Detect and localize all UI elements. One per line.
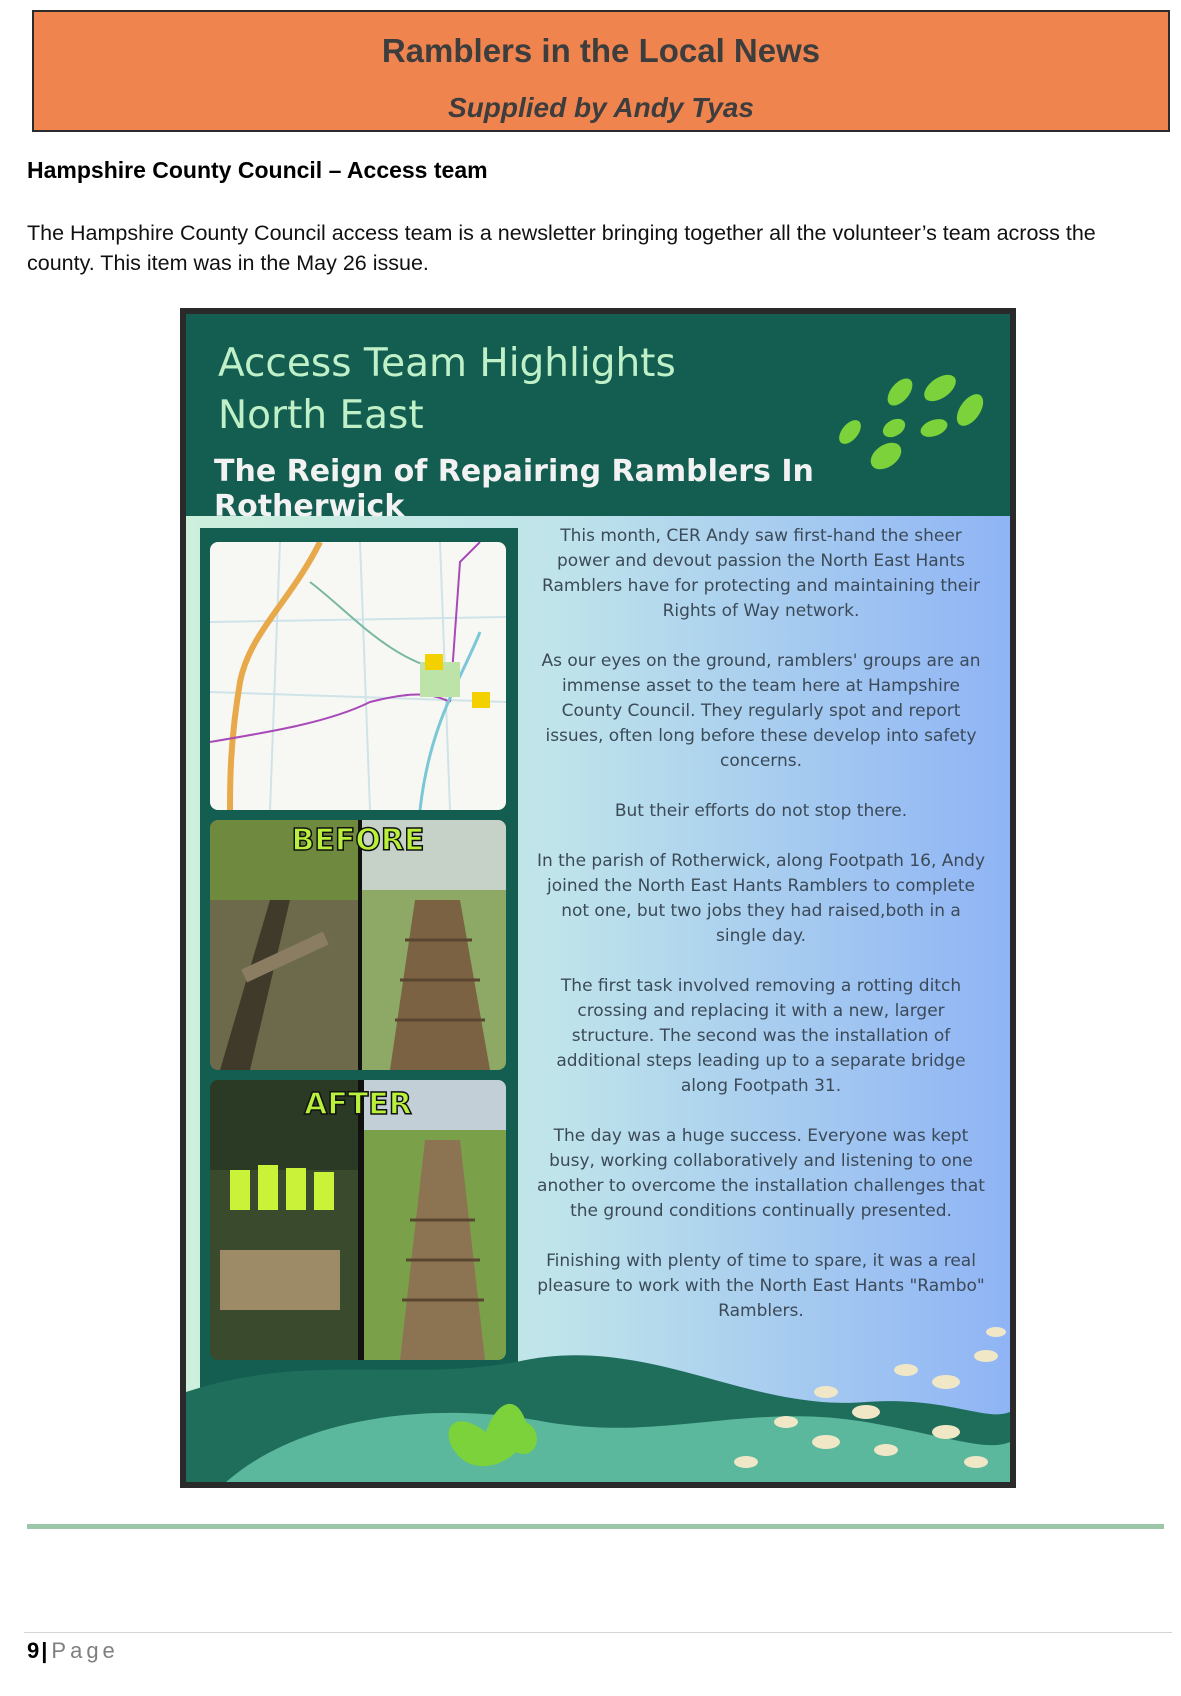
poster-paragraph: The day was a huge success. Everyone was kept busy, working collaboratively and listening to one another to overcome the installation challenges that the ground conditions continually presented. bbox=[537, 1126, 985, 1221]
before-label: BEFORE bbox=[291, 823, 425, 858]
footer-border bbox=[24, 1632, 1172, 1633]
page-word: Page bbox=[51, 1638, 119, 1663]
poster-title bbox=[218, 338, 676, 442]
poster-title-line1: Access Team Highlights bbox=[218, 341, 676, 386]
page-footer bbox=[27, 1638, 119, 1664]
poster-paragraph: But their efforts do not stop there. bbox=[614, 801, 908, 821]
poster-headline: The Reign of Repairing Ramblers In Rotherwick bbox=[214, 454, 814, 524]
route-map bbox=[210, 542, 506, 810]
poster-header bbox=[186, 314, 1010, 524]
divider-rule bbox=[27, 1524, 1164, 1529]
poster-paragraph: As our eyes on the ground, ramblers' groups are an immense asset to the team here at Hampshire County Council. They regularly spot and report issues, often long before these develop into safety concerns. bbox=[541, 651, 981, 771]
poster-paragraph: This month, CER Andy saw first-hand the sheer power and devout passion the North East Hants Ramblers have for protecting and maintaining their Rights of Way network. bbox=[542, 526, 980, 621]
section-heading: Hampshire County Council – Access team bbox=[27, 157, 488, 183]
banner-subtitle: Supplied by Andy Tyas bbox=[448, 92, 754, 123]
poster-paragraph: In the parish of Rotherwick, along Footpath 16, Andy joined the North East Hants Ramblers to complete not one, but two jobs they had raised,both in a single day. bbox=[536, 851, 986, 946]
banner-title: Ramblers in the Local News bbox=[381, 32, 821, 69]
newsletter-poster bbox=[180, 308, 1016, 1488]
after-label: AFTER bbox=[304, 1087, 412, 1122]
title-banner bbox=[32, 10, 1170, 132]
decorative-ground bbox=[186, 1312, 1010, 1482]
page-number: 9 bbox=[27, 1638, 40, 1663]
footer-separator: | bbox=[41, 1638, 48, 1663]
poster-paragraph: The first task involved removing a rotting ditch crossing and replacing it with a new, larger structure. The second was the installation of additional steps leading up to a separate bridge along Footpath 31. bbox=[556, 976, 966, 1096]
poster-article bbox=[536, 524, 986, 1349]
intro-paragraph: The Hampshire County Council access team is a newsletter bringing together all the volunteer’s team across the county. This item was in the May 26 issue. bbox=[27, 221, 1096, 275]
poster-paragraph: Finishing with plenty of time to spare, it was a real pleasure to work with the North East Hants "Rambo" Ramblers. bbox=[537, 1251, 985, 1321]
poster-title-line2: North East bbox=[218, 393, 424, 438]
before-photo bbox=[210, 820, 506, 1070]
